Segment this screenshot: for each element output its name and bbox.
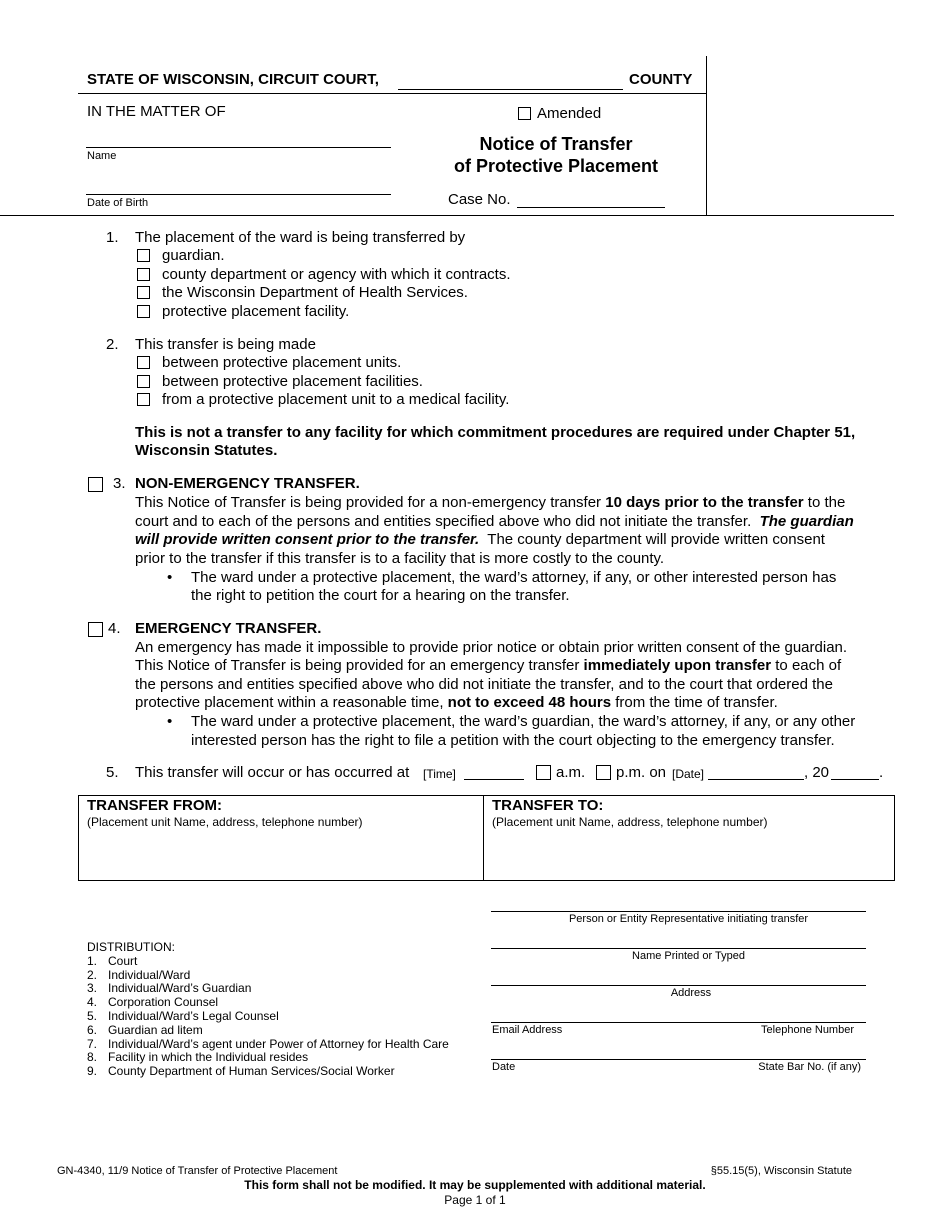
name-printed-field[interactable] — [491, 948, 866, 949]
pm-checkbox[interactable] — [596, 765, 611, 780]
item1-option-label: protective placement facility. — [162, 303, 350, 320]
statute-reference: §55.15(5), Wisconsin Statute — [710, 1165, 852, 1177]
item5-number: 5. — [106, 764, 119, 781]
item1-option-dhs-checkbox[interactable] — [137, 286, 150, 299]
dob-label: Date of Birth — [87, 197, 149, 209]
list-item: 6. Guardian ad litem — [87, 1022, 203, 1037]
item1-option-label: the Wisconsin Department of Health Services. — [162, 284, 468, 301]
dob-field[interactable] — [86, 194, 391, 195]
item4-bullet-line1: The ward under a protective placement, the ward’s guardian, the ward’s attorney, if any, or any other — [191, 713, 856, 730]
time-label: [Time] — [423, 767, 456, 781]
year-prefix: , 20 — [804, 764, 830, 781]
item5-text: This transfer will occur or has occurred at — [135, 764, 410, 781]
item1-text: The placement of the ward is being transferred by — [135, 229, 466, 246]
transfer-to-field[interactable] — [485, 832, 893, 878]
initiator-signature-field[interactable] — [491, 911, 866, 912]
distribution-heading: DISTRIBUTION: — [87, 940, 176, 954]
bullet-icon: • — [167, 569, 173, 586]
emergency-checkbox[interactable] — [88, 622, 103, 637]
item5-period: . — [879, 764, 884, 781]
item1-option-county-checkbox[interactable] — [137, 268, 150, 281]
am-checkbox[interactable] — [536, 765, 551, 780]
amended-checkbox[interactable] — [518, 107, 531, 120]
item4-line4: protective placement within a reasonable time, not to exceed 48 hours from the time of transfer. — [135, 694, 778, 711]
list-item: 3. Individual/Ward’s Guardian — [87, 981, 252, 996]
item1-option-guardian-checkbox[interactable] — [137, 249, 150, 262]
item2-option-label: from a protective placement unit to a medical facility. — [162, 391, 510, 408]
transfer-from-sub: (Placement unit Name, address, telephone number) — [87, 815, 363, 829]
item4-number: 4. — [108, 620, 121, 637]
bullet-icon: • — [167, 713, 173, 730]
item2-option-label: between protective placement units. — [162, 354, 402, 371]
item3-bullet-line2: the right to petition the court for a hearing on the transfer. — [191, 587, 570, 604]
item4-line3: the persons and entities specified above who did not initiate the transfer, and to the court that ordered the — [135, 676, 833, 693]
item1-option-facility-checkbox[interactable] — [137, 305, 150, 318]
date-label: [Date] — [672, 767, 705, 781]
list-item: 8. Facility in which the Individual resides — [87, 1050, 309, 1065]
item4-heading: EMERGENCY TRANSFER. — [135, 620, 322, 637]
address-label: Address — [670, 987, 712, 999]
am-label: a.m. — [556, 764, 586, 781]
list-item: 2. Individual/Ward — [87, 967, 191, 982]
year-field[interactable] — [831, 779, 879, 780]
header-rule-bottom — [0, 215, 894, 216]
bar-number-label: State Bar No. (if any) — [758, 1061, 861, 1073]
item3-bullet-line1: The ward under a protective placement, the ward’s attorney, if any, or other interested person has — [191, 569, 837, 586]
chapter51-note-line1: This is not a transfer to any facility for which commitment procedures are required under Chapter 51, — [135, 424, 856, 441]
list-item: 1. Court — [87, 953, 138, 968]
chapter51-note-line2: Wisconsin Statutes. — [135, 442, 278, 459]
item3-number: 3. — [113, 475, 126, 492]
item4-line1: An emergency has made it impossible to provide prior notice or obtain prior written consent of the guardian. — [135, 639, 848, 656]
list-item: 7. Individual/Ward’s agent under Power of Attorney for Health Care — [87, 1036, 449, 1051]
item3-line4: prior to the transfer if this transfer is to a facility that is more costly to the county. — [135, 550, 665, 567]
county-name-field[interactable] — [398, 89, 623, 90]
list-item: 5. Individual/Ward’s Legal Counsel — [87, 1008, 279, 1023]
phone-label: Telephone Number — [761, 1024, 854, 1036]
modification-notice: This form shall not be modified. It may be supplemented with additional material. — [244, 1178, 706, 1192]
form-id: GN-4340, 11/9 Notice of Transfer of Protective Placement — [57, 1165, 338, 1177]
item1-option-label: county department or agency with which it contracts. — [162, 266, 511, 283]
initiator-label: Person or Entity Representative initiating transfer — [568, 913, 809, 925]
name-label: Name — [87, 150, 117, 162]
distribution-list — [87, 941, 449, 1079]
item4-bullet-line2: interested person has the right to file a petition with the court objecting to the emergency transfer. — [191, 732, 835, 749]
item2-option-units-checkbox[interactable] — [137, 356, 150, 369]
pm-label: p.m. on — [616, 764, 667, 781]
address-field[interactable] — [491, 985, 866, 986]
date-field[interactable] — [708, 779, 804, 780]
email-phone-field[interactable] — [491, 1022, 866, 1023]
item2-option-medical-checkbox[interactable] — [137, 393, 150, 406]
case-no-field[interactable] — [517, 207, 665, 208]
matter-label: IN THE MATTER OF — [87, 103, 226, 120]
transfer-to-heading: TRANSFER TO: — [492, 797, 604, 814]
item1-option-label: guardian. — [162, 247, 225, 264]
page-number: Page 1 of 1 — [444, 1193, 506, 1207]
email-label: Email Address — [492, 1024, 563, 1036]
header-vertical-rule — [706, 56, 707, 216]
non-emergency-checkbox[interactable] — [88, 477, 103, 492]
name-printed-label: Name Printed or Typed — [632, 950, 745, 962]
item3-line3: will provide written consent prior to the transfer. The county department will provide written consent — [135, 531, 825, 548]
form-title-line1: Notice of Transfer — [479, 134, 633, 154]
transfer-to-sub: (Placement unit Name, address, telephone number) — [492, 815, 768, 829]
case-no-label: Case No. — [448, 191, 511, 208]
court-label: STATE OF WISCONSIN, CIRCUIT COURT, — [87, 71, 379, 88]
item1-number: 1. — [106, 229, 119, 246]
sig-date-label: Date — [492, 1061, 516, 1073]
list-item: 9. County Department of Human Services/Social Worker — [87, 1064, 395, 1079]
transfer-table-divider — [483, 795, 484, 881]
item2-option-label: between protective placement facilities. — [162, 373, 423, 390]
time-field[interactable] — [464, 779, 524, 780]
item3-line1: This Notice of Transfer is being provided for a non-emergency transfer 10 days prior to the transfer to the — [135, 494, 846, 511]
item2-number: 2. — [106, 336, 119, 353]
county-label: COUNTY — [629, 71, 693, 88]
form-title-line2: of Protective Placement — [453, 156, 659, 176]
name-field[interactable] — [86, 147, 391, 148]
transfer-from-field[interactable] — [80, 832, 481, 878]
transfer-from-heading: TRANSFER FROM: — [87, 797, 222, 814]
header-rule-top — [78, 93, 706, 94]
item3-heading: NON-EMERGENCY TRANSFER. — [135, 475, 360, 492]
item3-line2: court and to each of the persons and entities specified above who did not initiate the transfer. The guardian — [135, 513, 854, 530]
item2-text: This transfer is being made — [135, 336, 316, 353]
amended-label: Amended — [537, 105, 602, 122]
item2-option-facilities-checkbox[interactable] — [137, 375, 150, 388]
item4-line2: This Notice of Transfer is being provided for an emergency transfer immediately upon transfer to each of — [135, 657, 842, 674]
date-bar-field[interactable] — [491, 1059, 866, 1060]
list-item: 4. Corporation Counsel — [87, 995, 219, 1010]
